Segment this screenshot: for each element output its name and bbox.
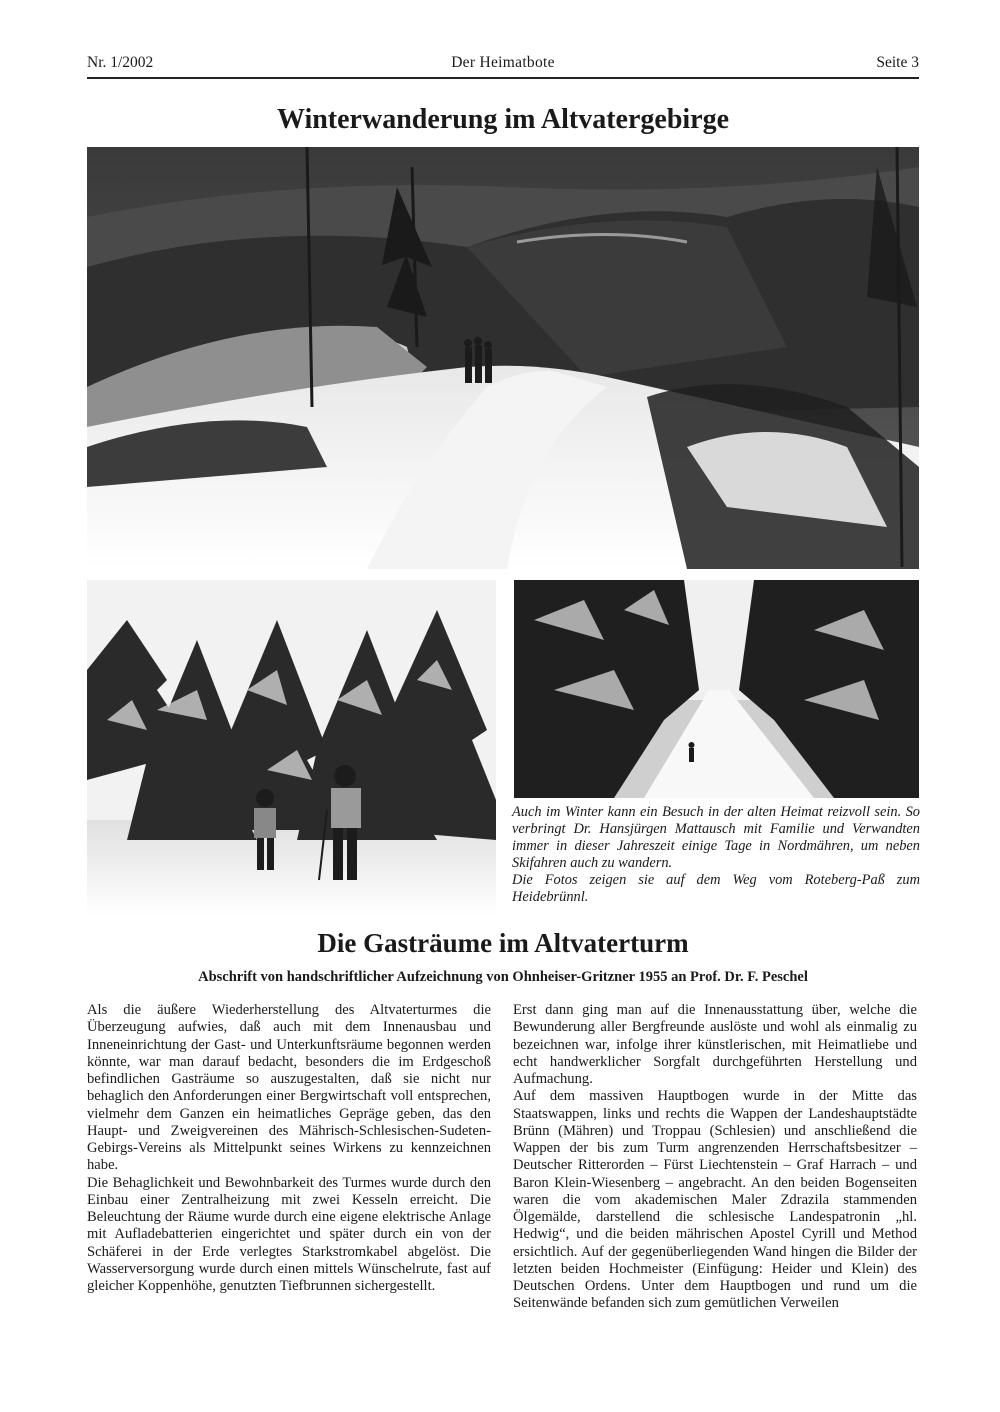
page-number: Seite 3 [876, 54, 919, 71]
article-title-winterwanderung: Winterwanderung im Altvatergebirge [276, 104, 730, 135]
text-column-right [513, 1002, 917, 1313]
running-header [87, 54, 919, 76]
photo-hikers-in-forest [87, 580, 496, 916]
body-paragraph: Als die äußere Wiederherstellung des Altvaterturmes die Überzeugung aufwies, daß auch mit dem Innenausbau und Inneneinrichtung der Gast- und Unterkunftsräume begonnen werden könnte, war man darauf bedacht, besonders die im Erdgeschoß befindlichen Gasträume so auszugestalten, daß sie nicht nur behaglich den Anforderungen einer Bergwirtschaft voll entsprechen, vielmehr dem Ganzen ein heimatliches Gepräge geben, das den Haupt- und Zweigvereinen des Mährisch-Schlesischen-Sudeten-Gebirgs-Vereins als Mittelpunkt seines Wirkens zu kennzeichnen habe. [87, 1002, 491, 1174]
caption-paragraph: Die Fotos zeigen sie auf dem Weg vom Roteberg-Paß zum Heidebrünnl. [512, 872, 920, 906]
photo-snowy-mountain-road [87, 147, 919, 569]
article-subtitle: Abschrift von handschriftlicher Aufzeichnung von Ohnheiser-Gritzner 1955 an Prof. Dr. F. Peschel [198, 969, 808, 985]
photo-caption [512, 804, 920, 907]
issue-number: Nr. 1/2002 [87, 54, 154, 71]
header-rule [87, 77, 919, 79]
photo-forest-path [514, 580, 919, 798]
body-paragraph: Auf dem massiven Hauptbogen wurde in der Mitte das Staatswappen, links und rechts die Wappen der Landeshauptstädte Brünn (Mähren) und Troppau (Schlesien) und anschließend die Wappen der bis zum Turm angrenzenden Herrschaftsbesitzer – Deutscher Ritterorden – Fürst Liechtenstein – Graf Harrach – und Baron Klein-Wiesenberg – angebracht. An den beiden Bogenseiten waren die vom akademischen Maler Zdrazila stammenden Ölgemälde, darstellend die schlesische Landespatronin „hl. Hedwig“, und die beiden mährischen Apostel Cyrill und Method ersichtlich. Auf der gegenüberliegenden Wand hingen die Bilder der letzten beiden Hochmeister (Einfügung: Heider und Klein) des Deutschen Ordens. Unter dem Hauptbogen und rund um die Seitenwände befanden sich zum gemütlichen Verweilen [513, 1088, 917, 1312]
body-paragraph: Die Behaglichkeit und Bewohnbarkeit des Turmes wurde durch den Einbau einer Zentralheizung mit zwei Kesseln erreicht. Die Beleuchtung der Räume wurde durch eine eigene elektrische Anlage mit Aufladebatterien eingerichtet und später durch ein von der Schäferei in der Erde verlegtes Starkstromkabel abgelöst. Die Wasserversorgung wurde durch einen mittels Wünschelrute, fast auf gleicher Koppenhöhe, genutzten Tiefbrunnen sichergestellt. [87, 1174, 491, 1294]
article-title-gastraeume: Die Gasträume im Altvaterturm [317, 928, 689, 958]
caption-paragraph: Auch im Winter kann ein Besuch in der alten Heimat reizvoll sein. So verbringt Dr. Hansjürgen Mattausch mit Familie und Verwandten immer in dieser Jahreszeit einige Tage in Nordmähren, um neben Skifahren auch zu wandern. [512, 804, 920, 872]
text-column-left [87, 1002, 491, 1295]
body-paragraph: Erst dann ging man auf die Innenausstattung über, welche die Bewunderung aller Bergfreunde auslöste und wohl als einmalig zu bezeichnen war, infolge ihrer künstlerischen, mit Heimatliebe und echt handwerklicher Sorgfalt durchgeführten Herstellung und Aufmachung. [513, 1002, 917, 1087]
publication-name: Der Heimatbote [451, 54, 555, 71]
